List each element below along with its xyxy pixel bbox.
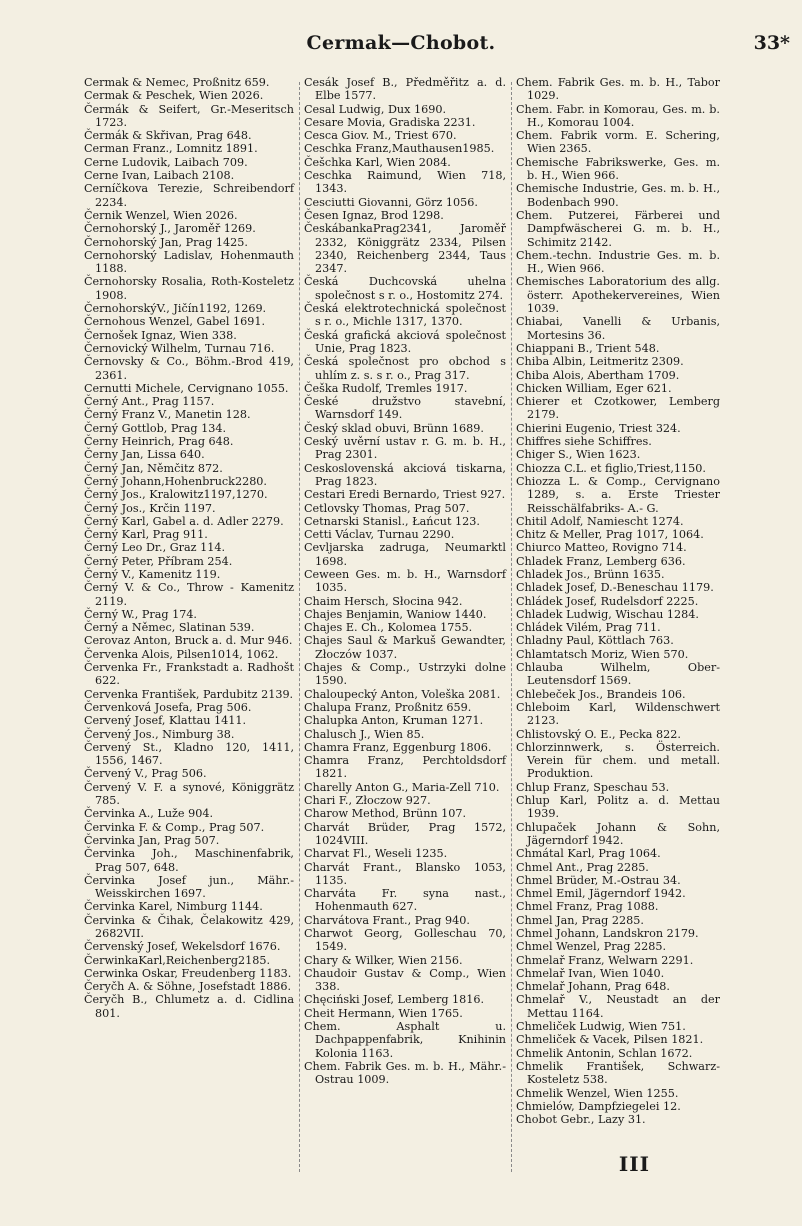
- directory-entry: Červinka & Čihak, Čelakowitz 429, 2682VII.: [84, 913, 294, 940]
- directory-entry: Chmielów, Dampfziegelei 12.: [516, 1099, 681, 1113]
- directory-entry: Černý Jos., Kralowitz1197,1270.: [84, 488, 268, 502]
- directory-entry: Chmel Ant., Prag 2285.: [516, 860, 649, 874]
- directory-entry: Chlebeček Jos., Brandeis 106.: [516, 687, 686, 701]
- directory-entry: Ceschka Franz,Mauthausen1985.: [304, 142, 495, 156]
- directory-entry: Černý Johann,Hohenbruck2280.: [84, 474, 267, 488]
- directory-entry: Charváta Fr. syna nast., Hohenmauth 627.: [304, 887, 506, 914]
- directory-entry: Chem. Fabrik Ges. m. b. H., Mähr.-Ostrau 1009.: [304, 1059, 506, 1087]
- directory-entry: Černohous Wenzel, Gabel 1691.: [84, 315, 266, 329]
- directory-entry: Česen Ignaz, Brod 1298.: [304, 208, 444, 222]
- directory-entry: Čermák & Seifert, Gr.-Meseritsch 1723.: [84, 102, 294, 129]
- directory-entry: Černovsky & Co., Böhm.-Brod 419, 2361.: [84, 355, 294, 382]
- directory-entry: Chleboim Karl, Wildenschwert 2123.: [516, 700, 720, 728]
- directory-entry: Černý Karl, Prag 911.: [84, 528, 208, 542]
- directory-entry: Černý a Němec, Slatinan 539.: [84, 621, 255, 635]
- directory-entry: Černohorský J., Jaroměř 1269.: [84, 222, 256, 236]
- directory-entry: Chaudoir Gustav & Comp., Wien 338.: [304, 966, 506, 994]
- directory-entry: Chajes Saul & Markuš Gewandter, Złoczów 1037.: [304, 634, 506, 661]
- directory-entry: Cerwinka Oskar, Freudenberg 1183.: [84, 966, 292, 980]
- directory-entry: Charvat Fl., Weseli 1235.: [304, 847, 448, 861]
- directory-entry: Černý Ant., Prag 1157.: [84, 395, 215, 409]
- directory-entry: Chmel Wenzel, Prag 2285.: [516, 940, 667, 954]
- directory-entry: Cestari Eredi Bernardo, Triest 927.: [304, 488, 506, 502]
- directory-entry: Cerníčkova Terezie, Schreibendorf 2234.: [84, 182, 294, 209]
- directory-entry: Chem. Putzerei, Färberei und Dampfwäscherei G. m. b. H., Schimitz 2142.: [516, 208, 720, 249]
- directory-entry: Červenka Fr., Frankstadt a. Radhošt 622.: [84, 661, 294, 688]
- directory-entry: Červinka Joh., Maschinenfabrik, Prag 507, 648.: [84, 847, 294, 874]
- column-1: [84, 76, 294, 1020]
- directory-entry: Čeryčh B., Chlumetz a. d. Cidlina 801.: [84, 993, 294, 1020]
- directory-entry: Chary & Wilker, Wien 2156.: [304, 953, 463, 967]
- directory-entry: Chaim Hersch, Słocina 942.: [304, 594, 463, 608]
- directory-entry: Chierini Eugenio, Triest 324.: [516, 421, 681, 435]
- directory-entry: Chlup Franz, Speschau 53.: [516, 780, 670, 794]
- directory-entry: Červenský Josef, Wekelsdorf 1676.: [84, 940, 281, 954]
- directory-entry: Chierer et Czotkower, Lemberg 2179.: [516, 395, 720, 422]
- directory-entry: Český sklad obuvi, Brünn 1689.: [304, 421, 484, 435]
- directory-entry: Černy Jan, Lissa 640.: [84, 448, 205, 462]
- directory-entry: Černý Peter, Příbram 254.: [84, 554, 233, 568]
- directory-entry: Chlamtatsch Moriz, Wien 570.: [516, 647, 689, 661]
- directory-entry: Cervenka František, Pardubitz 2139.: [84, 687, 294, 701]
- directory-entry: Chicken William, Eger 621.: [516, 381, 672, 395]
- directory-entry: Chiba Albin, Leitmeritz 2309.: [516, 355, 684, 369]
- directory-entry: Chmel Brüder, M.-Ostrau 34.: [516, 873, 681, 887]
- directory-entry: Chladek Josef, D.-Beneschau 1179.: [516, 581, 714, 595]
- directory-entry: Černý Karl, Gabel a. d. Adler 2279.: [84, 514, 284, 528]
- page-header: [0, 32, 802, 56]
- directory-entry: Cerman Franz., Lomnitz 1891.: [84, 142, 258, 156]
- directory-entry: Česká elektrotechnická společnost s r. o., Michle 1317, 1370.: [304, 302, 506, 329]
- directory-entry: Češchka Karl, Wien 2084.: [304, 155, 451, 169]
- directory-entry: Chmel Franz, Prag 1088.: [516, 900, 659, 914]
- directory-entry: Chari F., Złoczow 927.: [304, 794, 431, 808]
- directory-entry: Chemisches Laboratorium des allg. österr. Apothekervereines, Wien 1039.: [516, 275, 720, 316]
- directory-entry: Chalupka Anton, Kruman 1271.: [304, 714, 484, 728]
- directory-entry: Chmelař Ivan, Wien 1040.: [516, 966, 665, 980]
- directory-entry: Chem.-techn. Industrie Ges. m. b. H., Wien 966.: [516, 248, 720, 276]
- directory-entry: Cerne Ivan, Laibach 2108.: [84, 169, 235, 183]
- directory-entry: Chem. Fabrik vorm. E. Schering, Wien 2365.: [516, 129, 720, 156]
- directory-entry: Cesciutti Giovanni, Görz 1056.: [304, 195, 478, 209]
- directory-entry: Cevljarska zadruga, Neumarktl 1698.: [304, 541, 506, 568]
- directory-entry: České družstvo stavební, Warnsdorf 149.: [304, 395, 506, 422]
- directory-entry: Chlauba Wilhelm, Ober-Leutensdorf 1569.: [516, 661, 720, 688]
- directory-entry: Chalusch J., Wien 85.: [304, 727, 425, 741]
- directory-entry: Čeryčh A. & Söhne, Josefstadt 1886.: [84, 980, 291, 994]
- directory-entry: Chladek Franz, Lemberg 636.: [516, 554, 686, 568]
- directory-entry: Černý Gottlob, Prag 134.: [84, 421, 227, 435]
- directory-entry: Chládek Josef, Rudelsdorf 2225.: [516, 594, 699, 608]
- directory-entry: Chladny Paul, Köttlach 763.: [516, 634, 674, 648]
- directory-entry: Chmelik Wenzel, Wien 1255.: [516, 1086, 679, 1100]
- directory-entry: Charvátova Frant., Prag 940.: [304, 913, 470, 927]
- directory-entry: Chamra Franz, Eggenburg 1806.: [304, 740, 492, 754]
- directory-entry: Chlistovský O. E., Pecka 822.: [516, 727, 681, 741]
- directory-entry: Charvát Brüder, Prag 1572, 1024VIII.: [304, 820, 506, 847]
- directory-entry: Červený V. F. a synové, Königgrätz 785.: [84, 780, 294, 808]
- directory-entry: Červinka Jan, Prag 507.: [84, 833, 220, 847]
- directory-entry: Chládek Vilém, Prag 711.: [516, 621, 661, 635]
- directory-entry: Červený Jos., Nimburg 38.: [84, 727, 235, 741]
- directory-entry: Chem. Fabr. in Komorau, Ges. m. b. H., Komorau 1004.: [516, 102, 720, 129]
- directory-entry: Chmelik Antonin, Schlan 1672.: [516, 1046, 693, 1060]
- directory-entry: Cesare Movia, Gradiska 2231.: [304, 115, 476, 129]
- directory-entry: Černik Wenzel, Wien 2026.: [84, 208, 238, 222]
- directory-entry: Chmelař Johann, Prag 648.: [516, 980, 670, 994]
- directory-entry: Černý Leo Dr., Graz 114.: [84, 541, 226, 555]
- directory-entry: Chem. Fabrik Ges. m. b. H., Tabor 1029.: [516, 76, 720, 103]
- directory-entry: Chemische Fabrikswerke, Ges. m. b. H., Wien 966.: [516, 155, 720, 183]
- directory-entry: Chmelař Franz, Welwarn 2291.: [516, 953, 694, 967]
- directory-entry: Chaloupecký Anton, Voleška 2081.: [304, 687, 501, 701]
- directory-entry: Chem. Asphalt u. Dachpappenfabrik, Knihinin Kolonia 1163.: [304, 1020, 506, 1060]
- directory-entry: Chladek Jos., Brünn 1635.: [516, 567, 665, 581]
- directory-entry: Cesca Giov. M., Triest 670.: [304, 129, 457, 143]
- directory-entry: Charvát Frant., Blansko 1053, 1135.: [304, 860, 506, 887]
- directory-entry: ČerwinkaKarl,Reichenberg2185.: [84, 953, 271, 967]
- directory-entry: Červinka A., Luže 904.: [84, 807, 214, 821]
- page-title: Cermak—Chobot.: [306, 32, 496, 54]
- directory-entry: Chemische Industrie, Ges. m. b. H., Bodenbach 990.: [516, 182, 720, 209]
- directory-entry: Ceween Ges. m. b. H., Warnsdorf 1035.: [304, 567, 506, 595]
- directory-entry: Chmel Emil, Jägerndorf 1942.: [516, 887, 686, 901]
- column-3: [516, 76, 720, 1126]
- directory-entry: ČernohorskýV., Jičín1192, 1269.: [84, 302, 267, 316]
- directory-entry: Česká grafická akciová společnost Unie, Prag 1823.: [304, 328, 506, 355]
- directory-entry: Cerovaz Anton, Bruck a. d. Mur 946.: [84, 634, 293, 648]
- directory-entry: Chiger S., Wien 1623.: [516, 448, 641, 462]
- directory-entry: Chajes Benjamin, Waniow 1440.: [304, 607, 487, 621]
- directory-entry: Černý W., Prag 174.: [84, 607, 197, 621]
- directory-entry: Čermák & Skřivan, Prag 648.: [84, 129, 252, 143]
- directory-entry: Černohorský Jan, Prag 1425.: [84, 235, 248, 249]
- directory-entry: Cetnarski Stanisl., Łańcut 123.: [304, 514, 480, 528]
- directory-entry: Ceschka Raimund, Wien 718, 1343.: [304, 169, 506, 196]
- directory-entry: Chmel Jan, Prag 2285.: [516, 913, 644, 927]
- directory-entry: Černý Jan, Němčitz 872.: [84, 461, 223, 475]
- directory-entry: Červinka Josef jun., Mähr.-Weisskirchen 1697.: [84, 873, 294, 901]
- directory-entry: Charwot Georg, Golleschau 70, 1549.: [304, 927, 506, 954]
- directory-entry: Chlupaček Johann & Sohn, Jägerndorf 1942.: [516, 820, 720, 847]
- directory-entry: Chiozza L. & Comp., Cervignano 1289, s. a. Erste Triester Reisschälfabriks- A.- G.: [516, 474, 720, 515]
- directory-entry: Černý V. & Co., Throw - Kamenitz 2119.: [84, 581, 294, 608]
- directory-entry: Červenka Alois, Pilsen1014, 1062.: [84, 647, 279, 661]
- directory-entry: Češka Rudolf, Tremles 1917.: [304, 381, 468, 395]
- directory-entry: Chiffres siehe Schiffres.: [516, 435, 652, 449]
- directory-entry: Černovický Wilhelm, Turnau 716.: [84, 341, 275, 355]
- directory-entry: Černý V., Kamenitz 119.: [84, 567, 221, 581]
- directory-entry: Chlup Karl, Politz a. d. Mettau 1939.: [516, 794, 720, 821]
- directory-entry: Chiba Alois, Abertham 1709.: [516, 368, 680, 382]
- directory-entry: Chmeliček & Vacek, Pilsen 1821.: [516, 1033, 704, 1047]
- directory-entry: Chmátal Karl, Prag 1064.: [516, 847, 661, 861]
- directory-entry: Chiurco Matteo, Rovigno 714.: [516, 541, 687, 555]
- directory-entry: Cerne Ludovik, Laibach 709.: [84, 155, 248, 169]
- directory-entry: Chlorzinnwerk, s. Österreich. Verein für chem. und metall. Produktion.: [516, 740, 720, 781]
- directory-entry: Červinka F. & Comp., Prag 507.: [84, 820, 265, 834]
- directory-entry: Ceskoslovenská akciová tiskarna, Prag 1823.: [304, 461, 506, 488]
- directory-entry: Cesák Josef B., Předměřitz a. d. Elbe 1577.: [304, 76, 506, 103]
- directory-entry: Chiabai, Vanelli & Urbanis, Mortesins 36.: [516, 315, 720, 342]
- directory-entry: Cernutti Michele, Cervignano 1055.: [84, 381, 289, 395]
- directory-entry: Chmeliček Ludwig, Wien 751.: [516, 1020, 686, 1034]
- directory-entry: Cermak & Nemec, Proßnitz 659.: [84, 76, 270, 89]
- directory-entry: Chiappani B., Trient 548.: [516, 341, 660, 355]
- directory-entry: Chmelik František, Schwarz-Kosteletz 538.: [516, 1059, 720, 1087]
- directory-entry: Cetlovsky Thomas, Prag 507.: [304, 501, 470, 515]
- directory-entry: Chitz & Meller, Prag 1017, 1064.: [516, 528, 704, 542]
- directory-entry: Červenková Josefa, Prag 506.: [84, 700, 252, 714]
- directory-entry: Černý Jos., Krčin 1197.: [84, 501, 216, 515]
- directory-entry: Cesal Ludwig, Dux 1690.: [304, 102, 447, 116]
- directory-entry: Cermak & Peschek, Wien 2026.: [84, 89, 264, 103]
- directory-entry: Černohorsky Rosalia, Roth-Kosteletz 1908.: [84, 275, 294, 302]
- directory-entry: Charow Method, Brünn 107.: [304, 807, 467, 821]
- directory-entry: Červený V., Prag 506.: [84, 767, 207, 781]
- directory-entry: Chajes & Comp., Ustrzyki dolne 1590.: [304, 661, 506, 688]
- directory-entry: Červený St., Kladno 120, 1411, 1556, 1467.: [84, 740, 294, 768]
- directory-entry: Chiozza C.L. et figlio,Triest,1150.: [516, 461, 706, 475]
- directory-entry: Česká společnost pro obchod s uhlím z. s. s r. o., Prag 317.: [304, 355, 506, 382]
- directory-entry: Chęciński Josef, Lemberg 1816.: [304, 993, 485, 1007]
- directory-entry: Chmelař V., Neustadt an der Mettau 1164.: [516, 993, 720, 1020]
- directory-entry: Chmel Johann, Landskron 2179.: [516, 927, 699, 940]
- column-2: [304, 76, 506, 1087]
- directory-entry: Černý Franz V., Manetin 128.: [84, 408, 251, 422]
- directory-entry: Chobot Gebr., Lazy 31.: [516, 1113, 646, 1127]
- directory-entry: Cernohorský Ladislav, Hohenmauth 1188.: [84, 248, 294, 276]
- signature-mark: III: [618, 1152, 650, 1176]
- directory-entry: Cetti Václav, Turnau 2290.: [304, 528, 455, 542]
- column-divider: [299, 82, 300, 1172]
- directory-entry: Cheit Hermann, Wien 1765.: [304, 1006, 463, 1020]
- directory-entry: Česká Duchcovská uhelna společnost s r. o., Hostomitz 274.: [304, 275, 506, 302]
- directory-entry: Červinka Karel, Nimburg 1144.: [84, 900, 263, 914]
- directory-entry: Chajes E. Ch., Kolomea 1755.: [304, 621, 473, 635]
- directory-entry: Chladek Ludwig, Wischau 1284.: [516, 607, 699, 621]
- directory-entry: Chalupa Franz, Proßnitz 659.: [304, 700, 472, 714]
- directory-entry: Ceský uvěrní ustav r. G. m. b. H., Prag 2301.: [304, 435, 506, 462]
- page-number: 33*: [753, 32, 790, 54]
- directory-entry: ČeskábankaPrag2341, Jaroměř 2332, Königgrätz 2334, Pilsen 2340, Reichenberg 2344, Taus 2347.: [304, 222, 506, 276]
- directory-entry: Černošek Ignaz, Wien 338.: [84, 328, 237, 342]
- directory-entry: Chamra Franz, Perchtoldsdorf 1821.: [304, 754, 506, 781]
- column-divider: [511, 82, 512, 1172]
- directory-entry: Charelly Anton G., Maria-Zell 710.: [304, 780, 500, 794]
- directory-entry: Chitil Adolf, Namiescht 1274.: [516, 514, 684, 528]
- directory-entry: Černy Heinrich, Prag 648.: [84, 435, 234, 449]
- directory-entry: Cervený Josef, Klattau 1411.: [84, 714, 247, 728]
